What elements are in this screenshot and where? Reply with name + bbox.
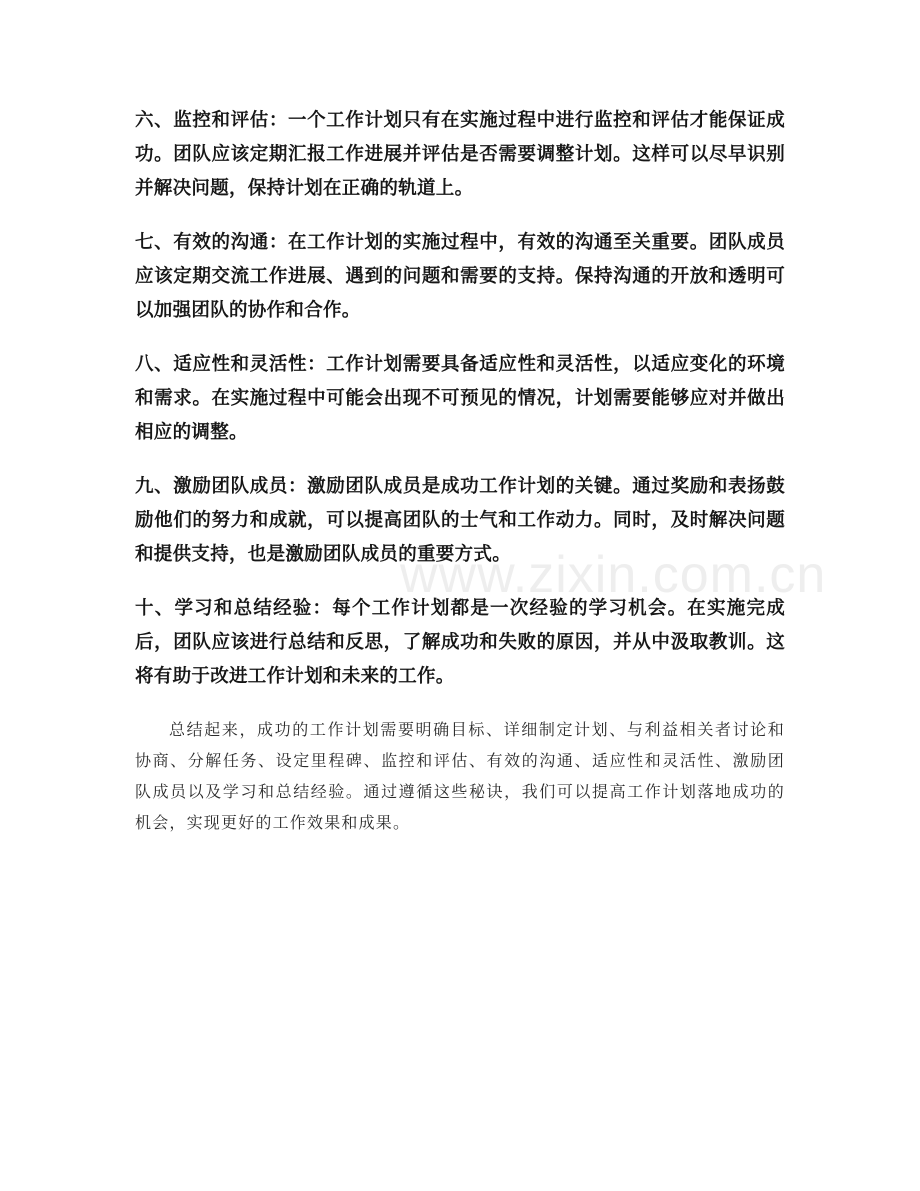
section-8-paragraph: 八、适应性和灵活性：工作计划需要具备适应性和灵活性，以适应变化的环境和需求。在实施过程中可能会出现不可预见的情况，计划需要能够应对并做出相应的调整。 xyxy=(135,354,785,443)
section-9-paragraph: 九、激励团队成员：激励团队成员是成功工作计划的关键。通过奖励和表扬鼓励他们的努力和成就，可以提高团队的士气和工作动力。同时，及时解决问题和提供支持，也是激励团队成员的重要方式。 xyxy=(135,476,785,565)
document-body xyxy=(135,104,785,838)
section-10-paragraph: 十、学习和总结经验：每个工作计划都是一次经验的学习机会。在实施完成后，团队应该进行总结和反思，了解成功和失败的原因，并从中汲取教训。这将有助于改进工作计划和未来的工作。 xyxy=(135,598,785,687)
watermark: www.zixin.com.cn xyxy=(400,546,827,604)
section-7-paragraph: 七、有效的沟通：在工作计划的实施过程中，有效的沟通至关重要。团队成员应该定期交流工作进展、遇到的问题和需要的支持。保持沟通的开放和透明可以加强团队的协作和合作。 xyxy=(135,232,785,321)
summary-paragraph: 总结起来，成功的工作计划需要明确目标、详细制定计划、与利益相关者讨论和协商、分解任务、设定里程碑、监控和评估、有效的沟通、适应性和灵活性、激励团队成员以及学习和总结经验。通过遵循这些秘诀，我们可以提高工作计划落地成功的机会，实现更好的工作效果和成果。 xyxy=(135,720,785,832)
section-6-paragraph: 六、监控和评估：一个工作计划只有在实施过程中进行监控和评估才能保证成功。团队应该定期汇报工作进展并评估是否需要调整计划。这样可以尽早识别并解决问题，保持计划在正确的轨道上。 xyxy=(135,110,785,199)
